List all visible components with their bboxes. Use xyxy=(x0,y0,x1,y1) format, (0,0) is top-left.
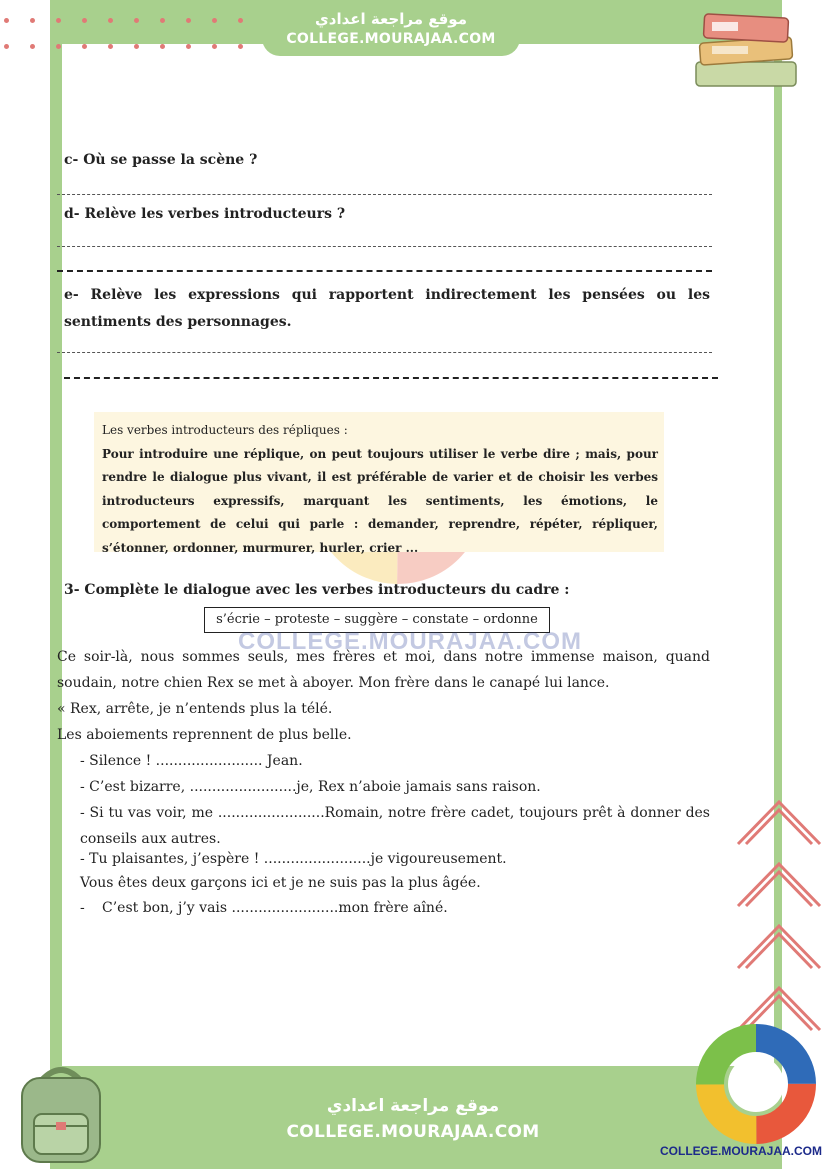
answer-line[interactable] xyxy=(57,194,712,195)
exercise-title: 3- Complète le dialogue avec les verbes introducteurs du cadre : xyxy=(64,582,570,598)
dialogue-blank[interactable]: C’est bon, j’y vais ........................mon frère aîné. xyxy=(102,900,448,916)
dialogue-blank[interactable]: - Silence ! ........................ Jean. xyxy=(80,753,303,769)
watermark-text: COLLEGE.MOURAJAA.COM xyxy=(238,628,582,655)
answer-line[interactable] xyxy=(64,377,718,379)
dialogue-bullet: - xyxy=(80,900,85,916)
chevron-up-icon xyxy=(732,852,826,912)
footer-banner xyxy=(262,1074,564,1169)
footer-site-link[interactable]: COLLEGE.MOURAJAA.COM xyxy=(286,1122,540,1142)
dialogue-line: « Rex, arrête, je n’entends plus la télé. xyxy=(57,701,333,717)
question-d: d- Relève les verbes introducteurs ? xyxy=(64,206,346,222)
dialogue-blank[interactable]: - C’est bizarre, ........................je, Rex n’aboie jamais sans raison. xyxy=(80,779,541,795)
dialogue-blank[interactable]: - Si tu vas voir, me ........................Romain, notre frère cadet, toujours prêt à donner des conseils aux autres. xyxy=(80,805,710,847)
rule-title: Les verbes introducteurs des répliques : xyxy=(102,423,348,437)
header-site-link[interactable]: COLLEGE.MOURAJAA.COM xyxy=(286,31,496,47)
decorative-dots xyxy=(0,14,300,54)
question-c: c- Où se passe la scène ? xyxy=(64,152,258,168)
site-logo-icon xyxy=(694,1022,818,1146)
question-e: e- Relève les expressions qui rapportent indirectement les pensées ou les sentiments des personnages. xyxy=(64,287,710,330)
dialogue-line: Les aboiements reprennent de plus belle. xyxy=(57,727,352,743)
header-banner xyxy=(262,0,520,56)
books-icon xyxy=(690,6,802,92)
rule-box xyxy=(94,412,664,555)
dialogue-intro: Ce soir-là, nous sommes seuls, mes frères et moi, dans notre immense maison, quand soudain, notre chien Rex se met à aboyer. Mon frère dans le canapé lui lance. xyxy=(57,649,710,691)
answer-line[interactable] xyxy=(57,246,712,247)
answer-line[interactable] xyxy=(57,270,712,272)
backpack-icon xyxy=(12,1060,110,1164)
dialogue-line: Vous êtes deux garçons ici et je ne suis pas la plus âgée. xyxy=(80,875,481,891)
rule-body: Pour introduire une réplique, on peut toujours utiliser le verbe dire ; mais, pour rendre le dialogue plus vivant, il est préférable de varier et de choisir les verbes introducteurs expressifs, marquant les sentiments, les émotions, le comportement de celui qui parle : demander, reprendre, répéter, répliquer, s’étonner, ordonner, murmurer, hurler, crier ... xyxy=(102,446,658,555)
chevron-up-icon xyxy=(732,914,826,974)
dialogue-blank[interactable]: - Tu plaisantes, j’espère ! ........................je vigoureusement. xyxy=(80,851,507,867)
answer-line[interactable] xyxy=(57,352,712,353)
chevron-up-icon xyxy=(732,790,826,850)
footer-brand-link[interactable]: COLLEGE.MOURAJAA.COM xyxy=(660,1144,822,1158)
header-site-arabic: موقع مراجعة اعدادي xyxy=(315,10,467,28)
footer-site-arabic: موقع مراجعة اعدادي xyxy=(326,1096,500,1116)
verb-list-box: s’écrie – proteste – suggère – constate – ordonne xyxy=(204,607,550,633)
